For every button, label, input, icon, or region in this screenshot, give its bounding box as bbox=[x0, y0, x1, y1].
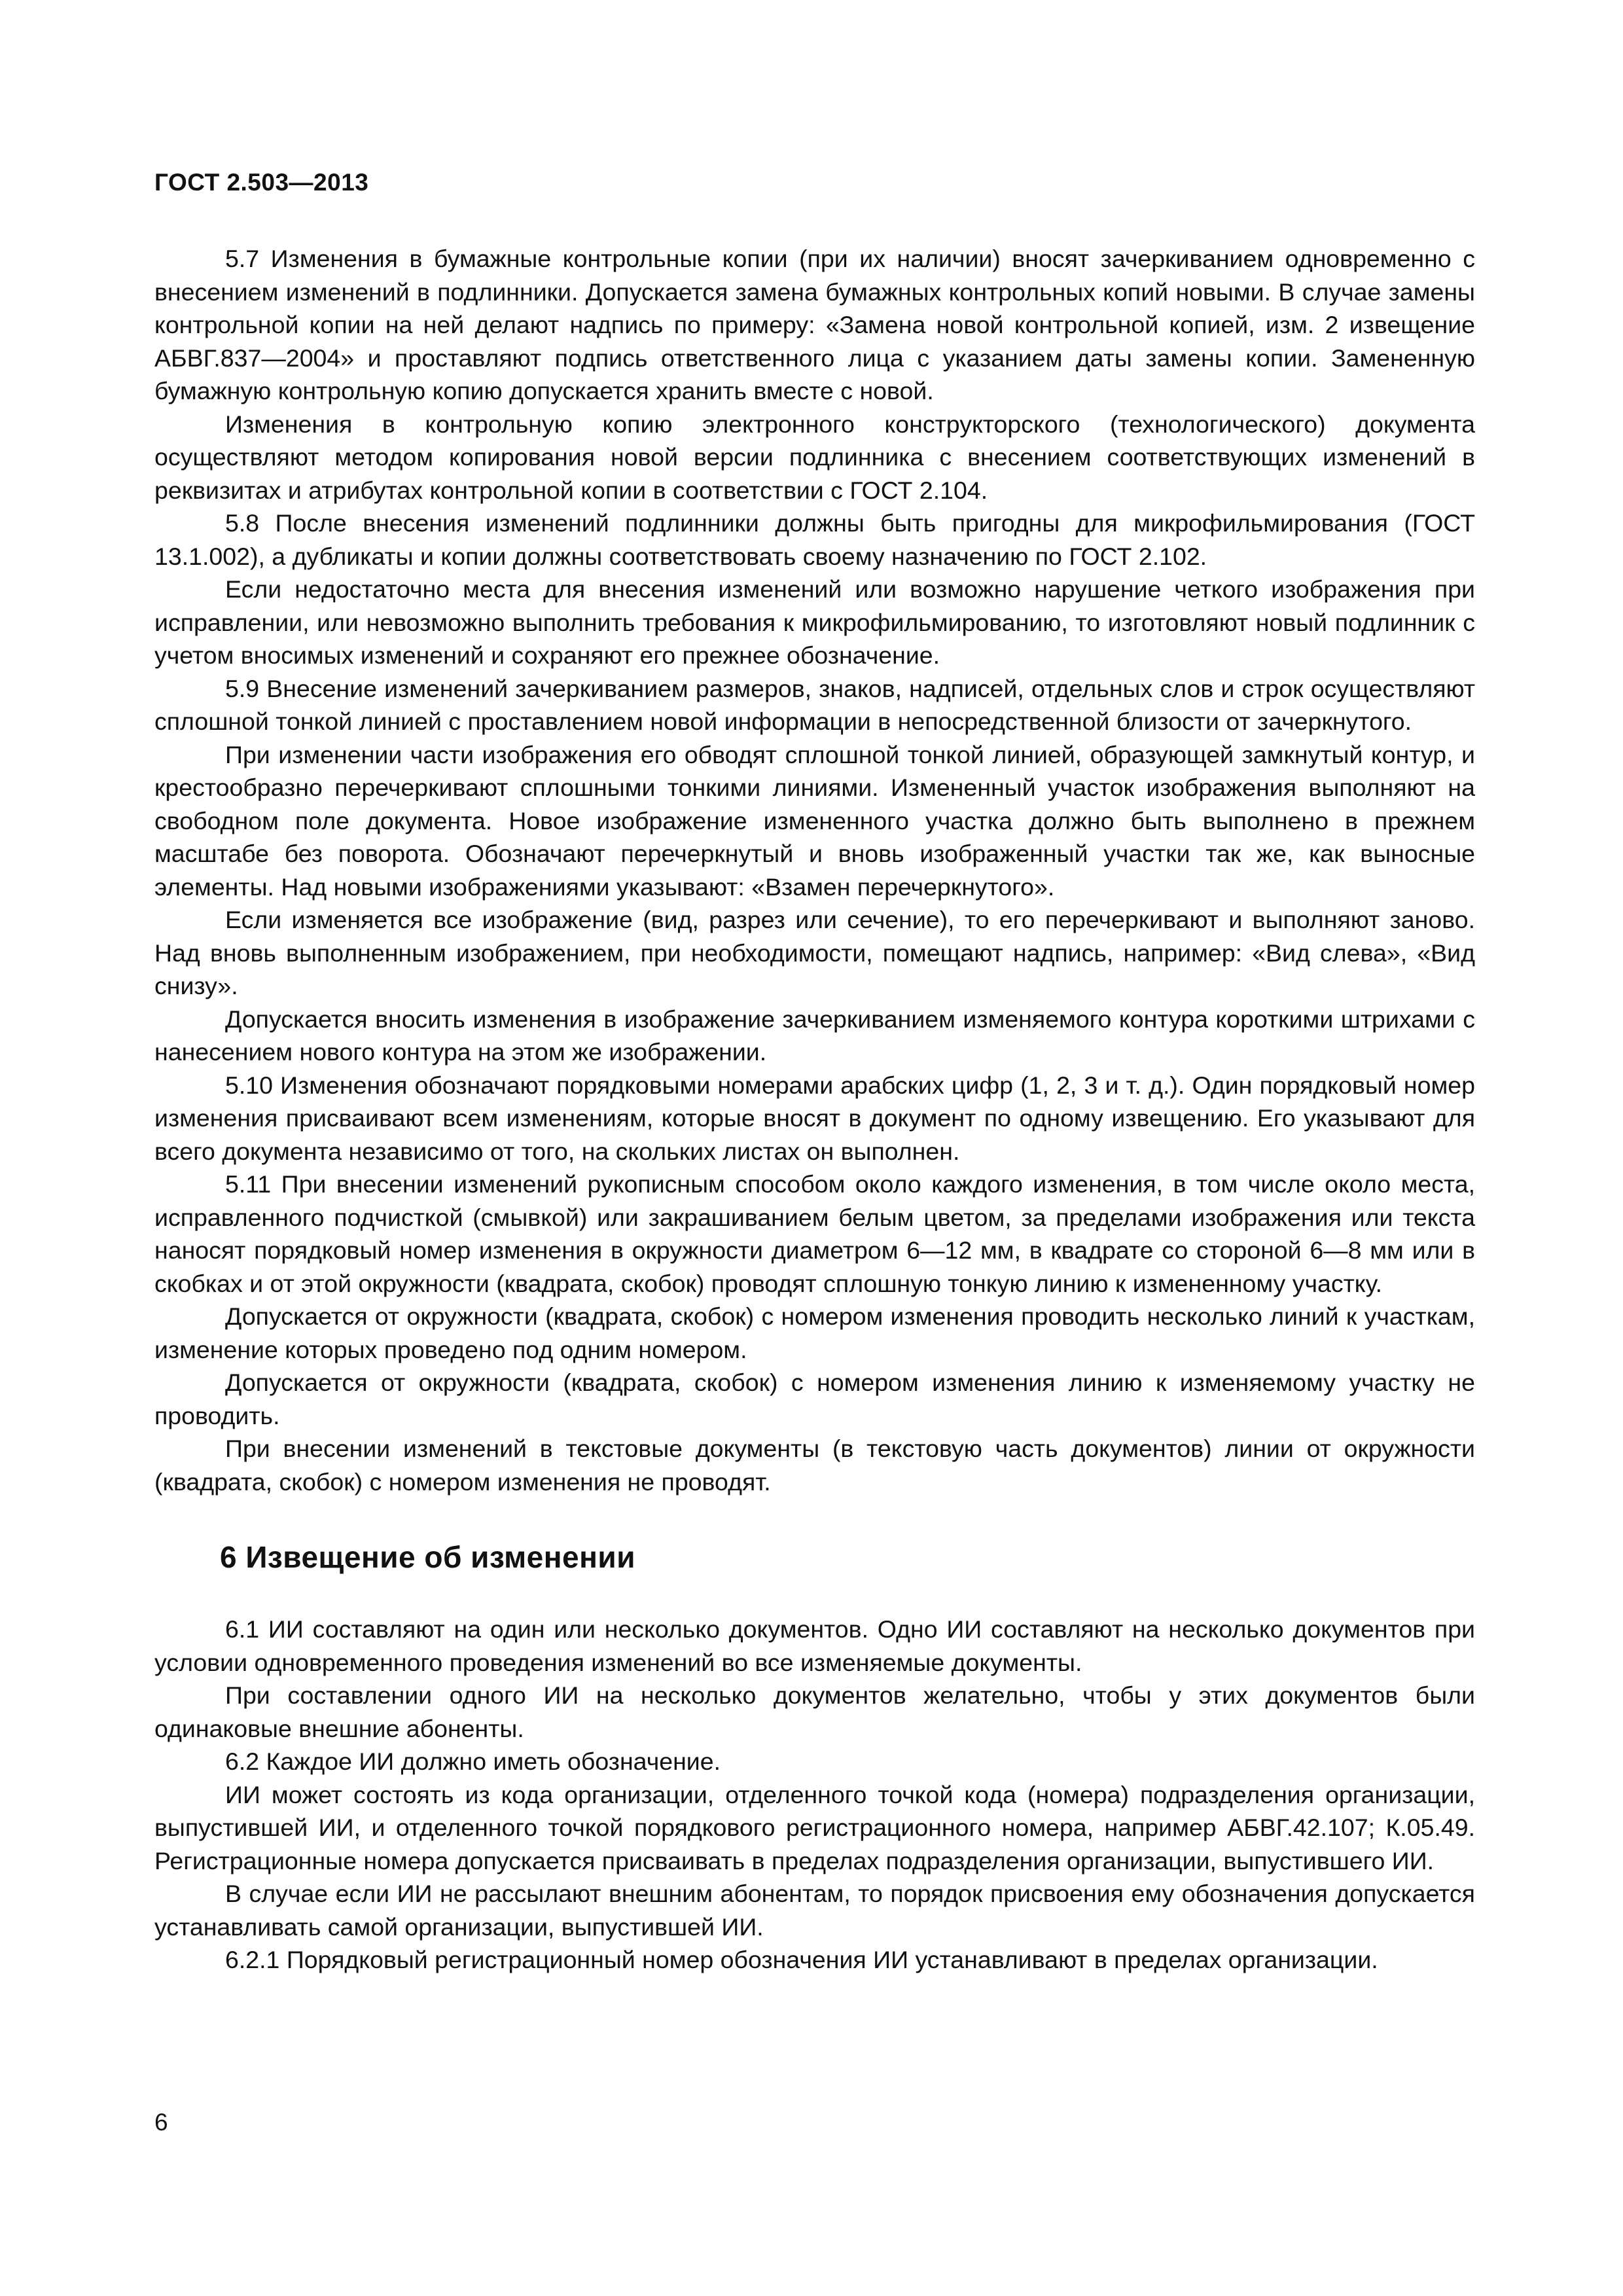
paragraph: 6.2.1 Порядковый регистрационный номер обозначения ИИ устанавливают в пределах организации. bbox=[225, 1946, 1378, 1973]
paragraph: При составлении одного ИИ на несколько документов желательно, чтобы у этих документов были одинаковые внешние абоненты. bbox=[154, 1681, 1475, 1742]
clause-5-text bbox=[154, 242, 1475, 1498]
paragraph: 5.7 Изменения в бумажные контрольные копии (при их наличии) вносят зачеркиванием одновременно с внесением изменений в подлинники. Допускается замена бумажных контрольных копий новыми. В случае замены контрольной копии на ней делают надпись по примеру: «Замена новой контрольной копией, изм. 2 извещение АБВГ.837—2004» и проставляют подпись ответственного лица с указанием даты замены копии. Замененную бумажную контрольную копию допускается хранить вместе с новой. bbox=[154, 245, 1475, 404]
paragraph: При внесении изменений в текстовые документы (в текстовую часть документов) линии от окружности (квадрата, скобок) с номером изменения не проводят. bbox=[154, 1435, 1475, 1496]
paragraph: ИИ может состоять из кода организации, отделенного точкой кода (номера) подразделения организации, выпустившей ИИ, и отделенного точкой порядкового регистрационного номера, например АБВГ.42.107; К.05.49. Регистрационные номера допускается присваивать в пределах подразделения организации, выпустившего ИИ. bbox=[154, 1780, 1475, 1874]
paragraph: 5.8 После внесения изменений подлинники должны быть пригодны для микрофильмирования (ГОСТ 13.1.002), а дубликаты и копии должны соответствовать своему назначению по ГОСТ 2.102. bbox=[154, 509, 1475, 570]
section-heading: 6 Извещение об изменении bbox=[220, 1540, 635, 1574]
clause-6-text bbox=[154, 1613, 1475, 1977]
paragraph: Если изменяется все изображение (вид, разрез или сечение), то его перечеркивают и выполняют заново. Над вновь выполненным изображением, при необходимости, помещают надпись, например: «Вид слева», «Вид снизу». bbox=[154, 906, 1475, 999]
paragraph: Допускается вносить изменения в изображение зачеркиванием изменяемого контура короткими штрихами с нанесением нового контура на этом же изображении. bbox=[154, 1005, 1475, 1066]
paragraph: Изменения в контрольную копию электронного конструкторского (технологического) документа осуществляют методом копирования новой версии подлинника с внесением соответствующих изменений в реквизитах и атрибутах контрольной копии в соответствии с ГОСТ 2.104. bbox=[154, 410, 1475, 504]
paragraph: 6.2 Каждое ИИ должно иметь обозначение. bbox=[225, 1748, 721, 1775]
paragraph: Допускается от окружности (квадрата, скобок) с номером изменения линию к изменяемому участку не проводить. bbox=[154, 1369, 1475, 1429]
paragraph: 5.9 Внесение изменений зачеркиванием размеров, знаков, надписей, отдельных слов и строк осуществляют сплошной тонкой линией с проставлением новой информации в непосредственной близости от зачеркнутого. bbox=[154, 674, 1475, 735]
paragraph: Допускается от окружности (квадрата, скобок) с номером изменения проводить несколько линий к участкам, изменение которых проведено под одним номером. bbox=[154, 1302, 1475, 1363]
document-code-header: ГОСТ 2.503—2013 bbox=[154, 169, 369, 196]
paragraph: 6.1 ИИ составляют на один или несколько документов. Одно ИИ составляют на несколько документов при условии одновременного проведения изменений во все изменяемые документы. bbox=[154, 1615, 1475, 1676]
paragraph: В случае если ИИ не рассылают внешним абонентам, то порядок присвоения ему обозначения допускается устанавливать самой организации, выпустившей ИИ. bbox=[154, 1880, 1475, 1941]
page-number: 6 bbox=[154, 2109, 168, 2136]
document-body bbox=[154, 242, 1475, 1977]
paragraph: 5.10 Изменения обозначают порядковыми номерами арабских цифр (1, 2, 3 и т. д.). Один порядковый номер изменения присваивают всем изменениям, которые вносят в документ по одному извещению. Его указывают для всего документа независимо от того, на скольких листах он выполнен. bbox=[154, 1071, 1475, 1165]
paragraph: 5.11 При внесении изменений рукописным способом около каждого изменения, в том числе около места, исправленного подчисткой (смывкой) или закрашиванием белым цветом, за пределами изображения или текста наносят порядковый номер изменения в окружности диаметром 6—12 мм, в квадрате со стороной 6—8 мм или в скобках и от этой окружности (квадрата, скобок) проводят сплошную тонкую линию к измененному участку. bbox=[154, 1170, 1475, 1297]
paragraph: Если недостаточно места для внесения изменений или возможно нарушение четкого изображения при исправлении, или невозможно выполнить требования к микрофильмированию, то изготовляют новый подлинник с учетом вносимых изменений и сохраняют его прежнее обозначение. bbox=[154, 575, 1475, 669]
paragraph: При изменении части изображения его обводят сплошной тонкой линией, образующей замкнутый контур, и крестообразно перечеркивают сплошными тонкими линиями. Измененный участок изображения выполняют на свободном поле документа. Новое изображение измененного участка должно быть выполнено в прежнем масштабе без поворота. Обозначают перечеркнутый и вновь изображенный участки так же, как выносные элементы. Над новыми изображениями указывают: «Взамен перечеркнутого». bbox=[154, 740, 1475, 901]
